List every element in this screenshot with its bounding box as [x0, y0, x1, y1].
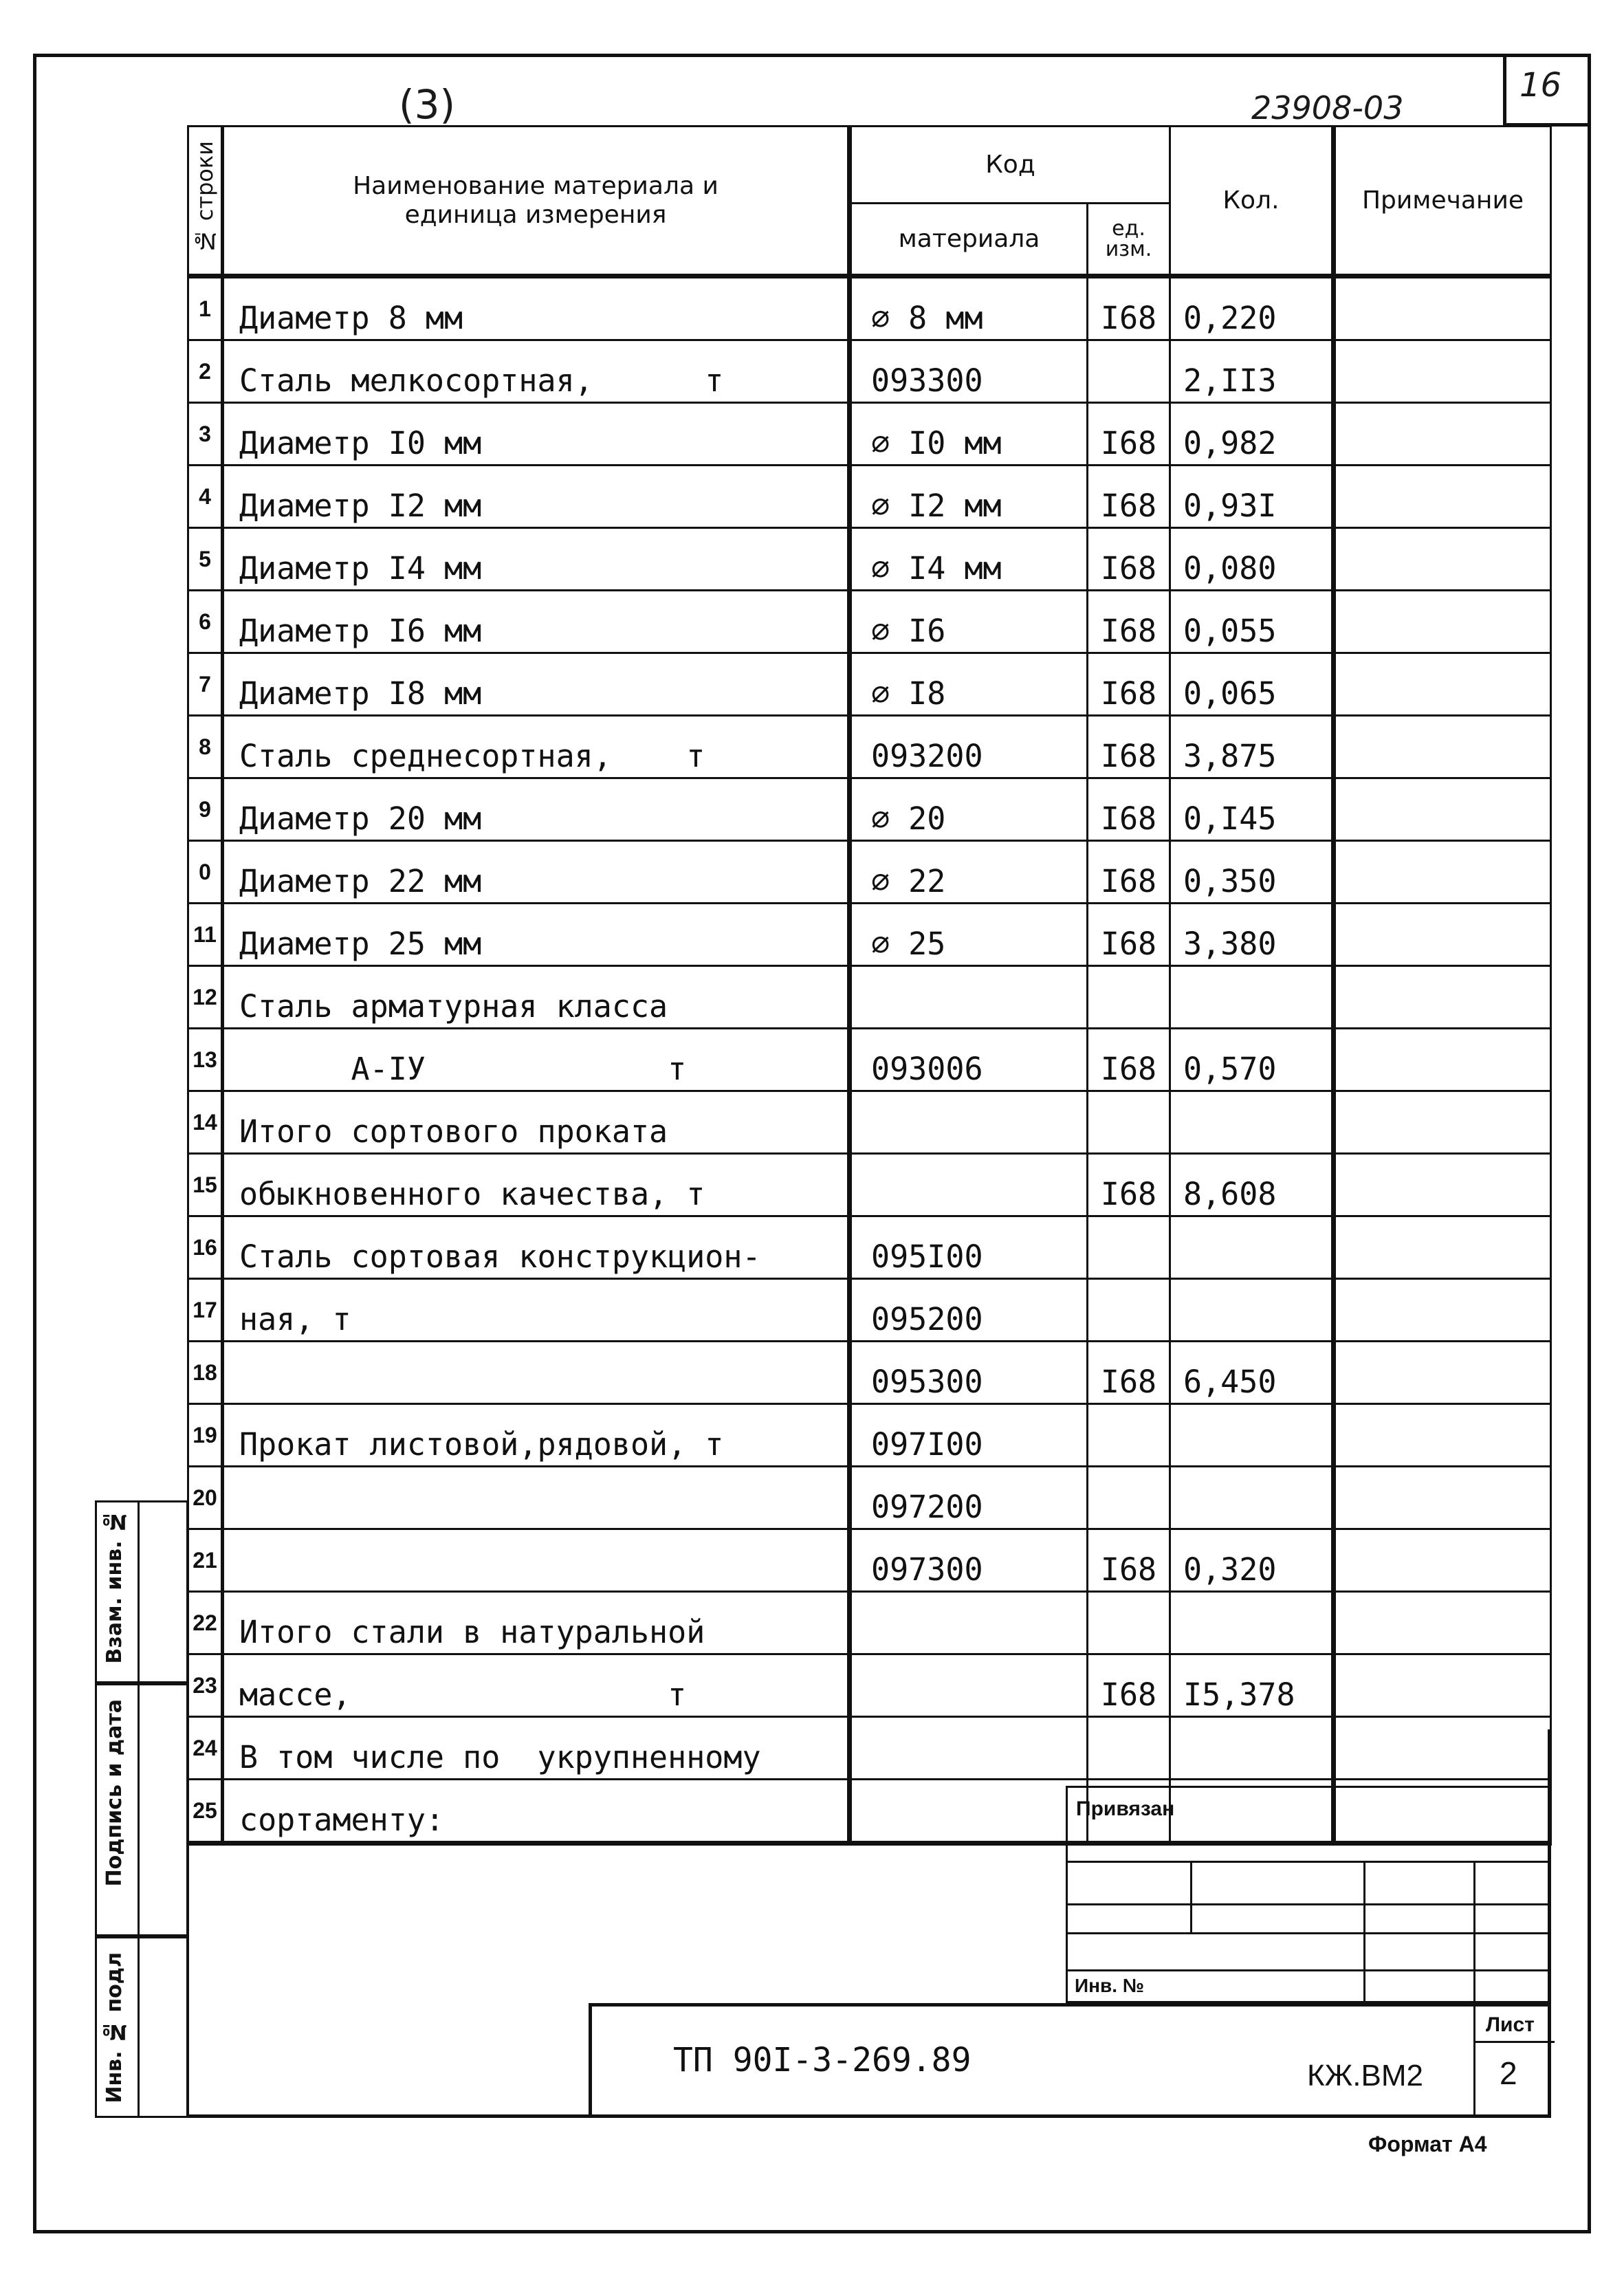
row-number: 13	[188, 1029, 223, 1091]
row-quantity: 0,982	[1170, 403, 1334, 466]
header-code-material: материала	[850, 204, 1088, 276]
row-material-name: Диаметр 8 мм	[223, 276, 850, 340]
row-quantity: 0,055	[1170, 591, 1334, 653]
row-note	[1334, 1654, 1551, 1717]
row-unit-code: I68	[1088, 716, 1170, 778]
row-quantity	[1170, 1404, 1334, 1467]
row-unit-code	[1088, 966, 1170, 1029]
row-note	[1334, 966, 1551, 1029]
header-row-number: № строки	[188, 127, 223, 276]
row-quantity: 3,380	[1170, 904, 1334, 966]
row-number: 17	[188, 1279, 223, 1342]
row-quantity	[1170, 1279, 1334, 1342]
row-material-code	[850, 1592, 1088, 1654]
row-number: 25	[188, 1780, 223, 1844]
row-number: 20	[188, 1467, 223, 1529]
table-row	[188, 653, 1551, 716]
row-quantity	[1170, 1467, 1334, 1529]
row-note	[1334, 1154, 1551, 1216]
row-unit-code: I68	[1088, 528, 1170, 591]
row-number: 11	[188, 904, 223, 966]
row-unit-code: I68	[1088, 276, 1170, 340]
handwritten-reg-number: 23908-03	[1251, 89, 1404, 127]
row-unit-code: I68	[1088, 403, 1170, 466]
row-note	[1334, 1091, 1551, 1154]
table-row	[188, 1529, 1551, 1592]
table-row	[188, 841, 1551, 904]
row-material-code	[850, 1154, 1088, 1216]
row-unit-code	[1088, 1091, 1170, 1154]
row-material-code: ∅ 20	[850, 778, 1088, 841]
table-row	[188, 966, 1551, 1029]
row-number: 4	[188, 466, 223, 528]
row-material-code: ∅ I8	[850, 653, 1088, 716]
row-material-code: ∅ I6	[850, 591, 1088, 653]
table-row	[188, 466, 1551, 528]
row-quantity: 6,450	[1170, 1342, 1334, 1404]
row-note	[1334, 716, 1551, 778]
row-unit-code	[1088, 340, 1170, 403]
table-row	[188, 528, 1551, 591]
row-material-name: Диаметр 25 мм	[223, 904, 850, 966]
row-unit-code	[1088, 1592, 1170, 1654]
row-material-code: 097200	[850, 1467, 1088, 1529]
row-quantity: 2,II3	[1170, 340, 1334, 403]
row-material-name: Диаметр I0 мм	[223, 403, 850, 466]
row-material-code: 093300	[850, 340, 1088, 403]
row-material-name: А-IУ т	[223, 1029, 850, 1091]
row-material-name: Сталь мелкосортная, т	[223, 340, 850, 403]
row-quantity: 0,320	[1170, 1529, 1334, 1592]
row-note	[1334, 1216, 1551, 1279]
row-number: 19	[188, 1404, 223, 1467]
row-material-name: Диаметр I2 мм	[223, 466, 850, 528]
row-material-name: ная, т	[223, 1279, 850, 1342]
table-row	[188, 1091, 1551, 1154]
row-quantity	[1170, 966, 1334, 1029]
row-material-code: 097300	[850, 1529, 1088, 1592]
row-unit-code	[1088, 1467, 1170, 1529]
table-row	[188, 1467, 1551, 1529]
row-material-name: Диаметр I4 мм	[223, 528, 850, 591]
table-row	[188, 1592, 1551, 1654]
row-number: 3	[188, 403, 223, 466]
row-note	[1334, 1592, 1551, 1654]
row-material-code: ∅ 25	[850, 904, 1088, 966]
row-material-name	[223, 1467, 850, 1529]
row-material-name	[223, 1342, 850, 1404]
materials-table	[187, 125, 1552, 1846]
row-material-code	[850, 1654, 1088, 1717]
row-note	[1334, 1529, 1551, 1592]
row-unit-code: I68	[1088, 591, 1170, 653]
row-material-name: Сталь среднесортная, т	[223, 716, 850, 778]
table-row	[188, 716, 1551, 778]
row-note	[1334, 1467, 1551, 1529]
handwritten-page-mark: (3)	[399, 81, 456, 128]
document-code: ТП 90I-3-269.89	[673, 2041, 972, 2079]
row-material-code: ∅ I0 мм	[850, 403, 1088, 466]
row-material-name: Диаметр 22 мм	[223, 841, 850, 904]
row-number: 12	[188, 966, 223, 1029]
header-quantity: Кол.	[1170, 127, 1334, 276]
table-row	[188, 1029, 1551, 1091]
row-material-code: ∅ I2 мм	[850, 466, 1088, 528]
row-note	[1334, 841, 1551, 904]
row-number: 0	[188, 841, 223, 904]
row-number: 7	[188, 653, 223, 716]
table-row	[188, 778, 1551, 841]
format-label: Формат А4	[1368, 2132, 1487, 2156]
row-material-name: Итого стали в натуральной	[223, 1592, 850, 1654]
row-quantity: 0,065	[1170, 653, 1334, 716]
sidebar-sign-date: Подпись и дата	[95, 1683, 188, 1936]
row-note	[1334, 276, 1551, 340]
table-row	[188, 904, 1551, 966]
row-quantity	[1170, 1091, 1334, 1154]
row-number: 1	[188, 276, 223, 340]
header-code: Код	[850, 127, 1170, 204]
row-note	[1334, 528, 1551, 591]
row-number: 14	[188, 1091, 223, 1154]
row-material-name	[223, 1529, 850, 1592]
row-quantity: 3,875	[1170, 716, 1334, 778]
sheet-label: Лист	[1486, 2013, 1535, 2036]
sheet-code: КЖ.ВМ2	[1307, 2059, 1423, 2092]
row-material-name: Диаметр 20 мм	[223, 778, 850, 841]
row-note	[1334, 1342, 1551, 1404]
row-note	[1334, 591, 1551, 653]
row-number: 6	[188, 591, 223, 653]
row-material-name: Диаметр I6 мм	[223, 591, 850, 653]
row-material-code: ∅ 8 мм	[850, 276, 1088, 340]
row-note	[1334, 340, 1551, 403]
header-code-unit: ед. изм.	[1088, 204, 1170, 276]
row-material-code: ∅ 22	[850, 841, 1088, 904]
table-row	[188, 276, 1551, 340]
row-material-code: 093200	[850, 716, 1088, 778]
row-material-code	[850, 966, 1088, 1029]
row-number: 5	[188, 528, 223, 591]
row-number: 18	[188, 1342, 223, 1404]
row-note	[1334, 403, 1551, 466]
table-row	[188, 403, 1551, 466]
row-note	[1334, 778, 1551, 841]
row-material-code: 093006	[850, 1029, 1088, 1091]
row-number: 22	[188, 1592, 223, 1654]
row-material-code: ∅ I4 мм	[850, 528, 1088, 591]
row-note	[1334, 1029, 1551, 1091]
row-material-name: Диаметр I8 мм	[223, 653, 850, 716]
row-number: 15	[188, 1154, 223, 1216]
row-material-code: 095200	[850, 1279, 1088, 1342]
table-row	[188, 1216, 1551, 1279]
row-unit-code	[1088, 1404, 1170, 1467]
row-unit-code	[1088, 1216, 1170, 1279]
row-number: 8	[188, 716, 223, 778]
header-note: Примечание	[1334, 127, 1551, 276]
row-quantity	[1170, 1592, 1334, 1654]
row-quantity: 8,608	[1170, 1154, 1334, 1216]
row-note	[1334, 1404, 1551, 1467]
row-material-code: 097I00	[850, 1404, 1088, 1467]
row-quantity: I5,378	[1170, 1654, 1334, 1717]
header-material-name: Наименование материала и единица измерения	[223, 127, 850, 276]
row-note	[1334, 653, 1551, 716]
row-unit-code: I68	[1088, 1342, 1170, 1404]
sheet-number: 2	[1500, 2055, 1517, 2091]
row-unit-code: I68	[1088, 653, 1170, 716]
row-material-name: Итого сортового проката	[223, 1091, 850, 1154]
row-unit-code: I68	[1088, 904, 1170, 966]
row-quantity: 0,080	[1170, 528, 1334, 591]
row-number: 2	[188, 340, 223, 403]
table-row	[188, 340, 1551, 403]
row-unit-code: I68	[1088, 466, 1170, 528]
row-quantity: 0,93I	[1170, 466, 1334, 528]
sidebar-replace-inv: Взам. инв. №	[95, 1500, 188, 1683]
row-material-name: обыкновенного качества, т	[223, 1154, 850, 1216]
handwritten-page-number: 16	[1519, 66, 1562, 105]
row-unit-code	[1088, 1279, 1170, 1342]
row-material-name: Сталь арматурная класса	[223, 966, 850, 1029]
row-number: 16	[188, 1216, 223, 1279]
row-unit-code: I68	[1088, 841, 1170, 904]
row-material-code: 095300	[850, 1342, 1088, 1404]
sidebar-inner-line	[138, 1500, 140, 2118]
table-row	[188, 591, 1551, 653]
attached-block: Привязан Инв. №	[1066, 1786, 1551, 2003]
row-quantity: 0,350	[1170, 841, 1334, 904]
row-number: 23	[188, 1654, 223, 1717]
table-row	[188, 1654, 1551, 1717]
row-number: 24	[188, 1717, 223, 1780]
table-row	[188, 1154, 1551, 1216]
row-material-name: Прокат листовой,рядовой, т	[223, 1404, 850, 1467]
row-material-name: сортаменту:	[223, 1780, 850, 1844]
row-material-name: В том числе по укрупненному	[223, 1717, 850, 1780]
table-row	[188, 1404, 1551, 1467]
row-material-name: массе, т	[223, 1654, 850, 1717]
row-material-code: 095I00	[850, 1216, 1088, 1279]
row-unit-code: I68	[1088, 1529, 1170, 1592]
row-quantity	[1170, 1216, 1334, 1279]
row-material-code	[850, 1091, 1088, 1154]
row-unit-code: I68	[1088, 1029, 1170, 1091]
sidebar-inv-no-orig: Инв. № подл	[95, 1936, 188, 2118]
row-number: 9	[188, 778, 223, 841]
row-material-name: Сталь сортовая конструкцион-	[223, 1216, 850, 1279]
row-quantity: 0,I45	[1170, 778, 1334, 841]
table-row	[188, 1279, 1551, 1342]
row-unit-code: I68	[1088, 1154, 1170, 1216]
row-number: 21	[188, 1529, 223, 1592]
row-note	[1334, 1279, 1551, 1342]
main-title-block	[589, 2003, 1551, 2118]
row-quantity: 0,570	[1170, 1029, 1334, 1091]
row-unit-code: I68	[1088, 1654, 1170, 1717]
row-note	[1334, 904, 1551, 966]
row-note	[1334, 466, 1551, 528]
row-unit-code: I68	[1088, 778, 1170, 841]
row-quantity: 0,220	[1170, 276, 1334, 340]
table-row	[188, 1342, 1551, 1404]
